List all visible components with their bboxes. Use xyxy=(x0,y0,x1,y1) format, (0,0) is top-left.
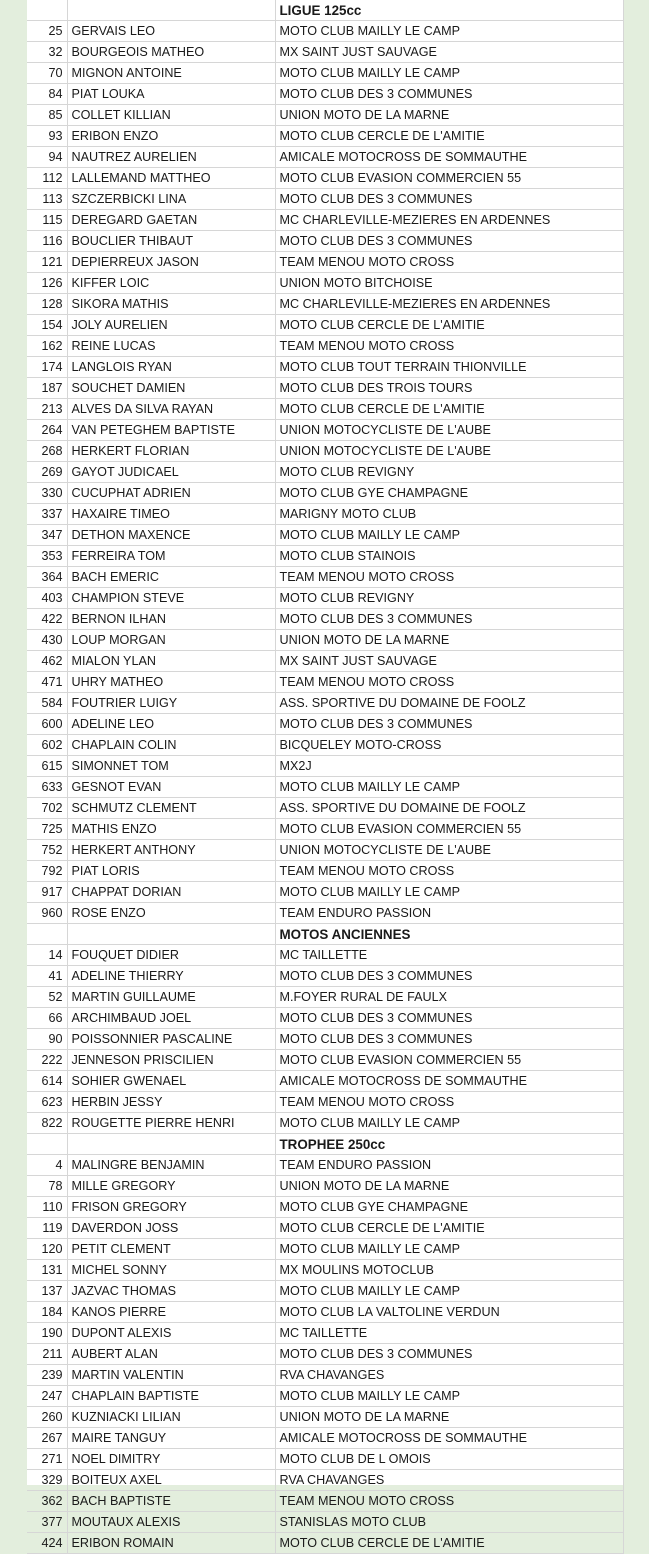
rider-row xyxy=(27,399,623,420)
rider-row xyxy=(27,84,623,105)
rider-name: BACH BAPTISTE xyxy=(67,1491,275,1512)
rider-name: SIMONNET TOM xyxy=(67,756,275,777)
rider-row xyxy=(27,651,623,672)
rider-row xyxy=(27,105,623,126)
rider-row xyxy=(27,42,623,63)
rider-name: PETIT CLEMENT xyxy=(67,1239,275,1260)
rider-club: UNION MOTO DE LA MARNE xyxy=(275,1407,623,1428)
rider-row xyxy=(27,1218,623,1239)
rider-club: MOTO CLUB EVASION COMMERCIEN 55 xyxy=(275,168,623,189)
rider-row xyxy=(27,1386,623,1407)
rider-name: LALLEMAND MATTHEO xyxy=(67,168,275,189)
rider-row xyxy=(27,441,623,462)
rider-name: AUBERT ALAN xyxy=(67,1344,275,1365)
rider-number: 271 xyxy=(27,1449,67,1470)
rider-number: 623 xyxy=(27,1092,67,1113)
rider-club: MOTO CLUB DES 3 COMMUNES xyxy=(275,1008,623,1029)
rider-row xyxy=(27,168,623,189)
rider-number: 353 xyxy=(27,546,67,567)
rider-name: ROSE ENZO xyxy=(67,903,275,924)
rider-number: 239 xyxy=(27,1365,67,1386)
rider-row xyxy=(27,1470,623,1491)
rider-row xyxy=(27,126,623,147)
rider-row xyxy=(27,861,623,882)
rider-number: 462 xyxy=(27,651,67,672)
rider-row xyxy=(27,357,623,378)
rider-name: GAYOT JUDICAEL xyxy=(67,462,275,483)
rider-name: ARCHIMBAUD JOEL xyxy=(67,1008,275,1029)
rider-club: TEAM ENDURO PASSION xyxy=(275,903,623,924)
rider-number: 614 xyxy=(27,1071,67,1092)
rider-name: MIALON YLAN xyxy=(67,651,275,672)
rider-row xyxy=(27,882,623,903)
rider-name: COLLET KILLIAN xyxy=(67,105,275,126)
rider-row xyxy=(27,1176,623,1197)
rider-row xyxy=(27,1344,623,1365)
rider-row xyxy=(27,735,623,756)
rider-name: KIFFER LOIC xyxy=(67,273,275,294)
rider-club: TEAM MENOU MOTO CROSS xyxy=(275,336,623,357)
rider-number: 247 xyxy=(27,1386,67,1407)
rider-club: TEAM MENOU MOTO CROSS xyxy=(275,861,623,882)
rider-row xyxy=(27,609,623,630)
rider-number: 615 xyxy=(27,756,67,777)
rider-number: 137 xyxy=(27,1281,67,1302)
rider-name: BACH EMERIC xyxy=(67,567,275,588)
rider-number: 600 xyxy=(27,714,67,735)
rider-name: FOUTRIER LUIGY xyxy=(67,693,275,714)
rider-name: PIAT LORIS xyxy=(67,861,275,882)
rider-row xyxy=(27,1449,623,1470)
rider-row xyxy=(27,798,623,819)
rider-name: BERNON ILHAN xyxy=(67,609,275,630)
rider-name: NAUTREZ AURELIEN xyxy=(67,147,275,168)
category-number-cell xyxy=(27,1134,67,1155)
rider-name: CUCUPHAT ADRIEN xyxy=(67,483,275,504)
rider-row xyxy=(27,756,623,777)
rider-club: MOTO CLUB EVASION COMMERCIEN 55 xyxy=(275,1050,623,1071)
rider-club: RVA CHAVANGES xyxy=(275,1365,623,1386)
rider-row xyxy=(27,1239,623,1260)
category-number-cell xyxy=(27,0,67,21)
rider-number: 84 xyxy=(27,84,67,105)
rider-row xyxy=(27,504,623,525)
rider-club: MOTO CLUB STAINOIS xyxy=(275,546,623,567)
rider-name: POISSONNIER PASCALINE xyxy=(67,1029,275,1050)
rider-club: ASS. SPORTIVE DU DOMAINE DE FOOLZ xyxy=(275,798,623,819)
rider-row xyxy=(27,672,623,693)
rider-club: MOTO CLUB DES 3 COMMUNES xyxy=(275,189,623,210)
rider-name: HERKERT FLORIAN xyxy=(67,441,275,462)
rider-name: ADELINE LEO xyxy=(67,714,275,735)
category-header-row xyxy=(27,0,623,21)
rider-club: MOTO CLUB DES TROIS TOURS xyxy=(275,378,623,399)
rider-number: 377 xyxy=(27,1512,67,1533)
rider-name: NOEL DIMITRY xyxy=(67,1449,275,1470)
rider-row xyxy=(27,1050,623,1071)
rider-name: ADELINE THIERRY xyxy=(67,966,275,987)
category-title: LIGUE 125cc xyxy=(275,0,623,21)
rider-name: SIKORA MATHIS xyxy=(67,294,275,315)
rider-club: UNION MOTO DE LA MARNE xyxy=(275,630,623,651)
entry-list-table xyxy=(27,0,624,1554)
rider-row xyxy=(27,903,623,924)
rider-club: MOTO CLUB MAILLY LE CAMP xyxy=(275,1113,623,1134)
rider-club: TEAM ENDURO PASSION xyxy=(275,1155,623,1176)
rider-number: 330 xyxy=(27,483,67,504)
rider-number: 725 xyxy=(27,819,67,840)
rider-number: 264 xyxy=(27,420,67,441)
rider-club: MOTO CLUB REVIGNY xyxy=(275,588,623,609)
rider-club: UNION MOTO DE LA MARNE xyxy=(275,1176,623,1197)
rider-number: 119 xyxy=(27,1218,67,1239)
rider-club: MOTO CLUB DES 3 COMMUNES xyxy=(275,1344,623,1365)
rider-name: ALVES DA SILVA RAYAN xyxy=(67,399,275,420)
rider-club: TEAM MENOU MOTO CROSS xyxy=(275,1092,623,1113)
rider-club: MOTO CLUB MAILLY LE CAMP xyxy=(275,21,623,42)
category-number-cell xyxy=(27,924,67,945)
rider-name: FRISON GREGORY xyxy=(67,1197,275,1218)
category-name-cell xyxy=(67,1134,275,1155)
rider-club: MOTO CLUB CERCLE DE L'AMITIE xyxy=(275,126,623,147)
rider-club: UNION MOTOCYCLISTE DE L'AUBE xyxy=(275,840,623,861)
rider-name: FERREIRA TOM xyxy=(67,546,275,567)
rider-number: 329 xyxy=(27,1470,67,1491)
rider-name: BOITEUX AXEL xyxy=(67,1470,275,1491)
rider-number: 260 xyxy=(27,1407,67,1428)
rider-name: UHRY MATHEO xyxy=(67,672,275,693)
rider-number: 702 xyxy=(27,798,67,819)
category-header-row xyxy=(27,1134,623,1155)
rider-row xyxy=(27,462,623,483)
rider-club: ASS. SPORTIVE DU DOMAINE DE FOOLZ xyxy=(275,693,623,714)
rider-number: 269 xyxy=(27,462,67,483)
rider-row xyxy=(27,378,623,399)
rider-number: 187 xyxy=(27,378,67,399)
rider-number: 267 xyxy=(27,1428,67,1449)
rider-number: 90 xyxy=(27,1029,67,1050)
rider-name: MARTIN GUILLAUME xyxy=(67,987,275,1008)
rider-name: HERBIN JESSY xyxy=(67,1092,275,1113)
rider-club: MX SAINT JUST SAUVAGE xyxy=(275,42,623,63)
rider-number: 25 xyxy=(27,21,67,42)
rider-row xyxy=(27,1281,623,1302)
rider-name: MILLE GREGORY xyxy=(67,1176,275,1197)
rider-club: TEAM MENOU MOTO CROSS xyxy=(275,567,623,588)
rider-club: TEAM MENOU MOTO CROSS xyxy=(275,252,623,273)
rider-number: 110 xyxy=(27,1197,67,1218)
rider-name: DEPIERREUX JASON xyxy=(67,252,275,273)
rider-row xyxy=(27,546,623,567)
rider-number: 174 xyxy=(27,357,67,378)
rider-row xyxy=(27,1071,623,1092)
rider-name: JAZVAC THOMAS xyxy=(67,1281,275,1302)
rider-name: MOUTAUX ALEXIS xyxy=(67,1512,275,1533)
rider-row xyxy=(27,777,623,798)
rider-number: 14 xyxy=(27,945,67,966)
rider-club: MOTO CLUB LA VALTOLINE VERDUN xyxy=(275,1302,623,1323)
rider-club: MOTO CLUB MAILLY LE CAMP xyxy=(275,525,623,546)
rider-row xyxy=(27,714,623,735)
rider-club: MOTO CLUB DES 3 COMMUNES xyxy=(275,231,623,252)
rider-name: HAXAIRE TIMEO xyxy=(67,504,275,525)
rider-number: 424 xyxy=(27,1533,67,1554)
rider-number: 822 xyxy=(27,1113,67,1134)
rider-name: REINE LUCAS xyxy=(67,336,275,357)
rider-club: MOTO CLUB CERCLE DE L'AMITIE xyxy=(275,1533,623,1554)
rider-row xyxy=(27,525,623,546)
rider-number: 41 xyxy=(27,966,67,987)
rider-club: MOTO CLUB MAILLY LE CAMP xyxy=(275,777,623,798)
rider-club: MX SAINT JUST SAUVAGE xyxy=(275,651,623,672)
rider-number: 115 xyxy=(27,210,67,231)
rider-number: 85 xyxy=(27,105,67,126)
rider-number: 792 xyxy=(27,861,67,882)
rider-number: 960 xyxy=(27,903,67,924)
rider-name: KANOS PIERRE xyxy=(67,1302,275,1323)
rider-number: 222 xyxy=(27,1050,67,1071)
rider-name: DAVERDON JOSS xyxy=(67,1218,275,1239)
rider-club: MOTO CLUB CERCLE DE L'AMITIE xyxy=(275,399,623,420)
rider-name: LANGLOIS RYAN xyxy=(67,357,275,378)
rider-number: 52 xyxy=(27,987,67,1008)
rider-club: MX2J xyxy=(275,756,623,777)
rider-row xyxy=(27,1365,623,1386)
rider-name: SCHMUTZ CLEMENT xyxy=(67,798,275,819)
rider-name: KUZNIACKI LILIAN xyxy=(67,1407,275,1428)
rider-number: 121 xyxy=(27,252,67,273)
category-header-row xyxy=(27,924,623,945)
rider-row xyxy=(27,1197,623,1218)
rider-row xyxy=(27,987,623,1008)
rider-row xyxy=(27,567,623,588)
rider-club: MOTO CLUB EVASION COMMERCIEN 55 xyxy=(275,819,623,840)
rider-name: PIAT LOUKA xyxy=(67,84,275,105)
rider-club: AMICALE MOTOCROSS DE SOMMAUTHE xyxy=(275,147,623,168)
rider-club: MARIGNY MOTO CLUB xyxy=(275,504,623,525)
rider-name: GERVAIS LEO xyxy=(67,21,275,42)
rider-name: GESNOT EVAN xyxy=(67,777,275,798)
rider-name: VAN PETEGHEM BAPTISTE xyxy=(67,420,275,441)
rider-club: MOTO CLUB DES 3 COMMUNES xyxy=(275,714,623,735)
rider-club: UNION MOTOCYCLISTE DE L'AUBE xyxy=(275,441,623,462)
rider-number: 154 xyxy=(27,315,67,336)
rider-club: MOTO CLUB MAILLY LE CAMP xyxy=(275,1239,623,1260)
rider-name: DEREGARD GAETAN xyxy=(67,210,275,231)
rider-number: 362 xyxy=(27,1491,67,1512)
rider-number: 162 xyxy=(27,336,67,357)
rider-number: 66 xyxy=(27,1008,67,1029)
rider-row xyxy=(27,21,623,42)
rider-name: MICHEL SONNY xyxy=(67,1260,275,1281)
rider-row xyxy=(27,1155,623,1176)
rider-number: 126 xyxy=(27,273,67,294)
rider-number: 213 xyxy=(27,399,67,420)
rider-row xyxy=(27,273,623,294)
rider-name: CHAPLAIN BAPTISTE xyxy=(67,1386,275,1407)
rider-row xyxy=(27,1323,623,1344)
rider-row xyxy=(27,1092,623,1113)
rider-club: UNION MOTOCYCLISTE DE L'AUBE xyxy=(275,420,623,441)
rider-name: CHAMPION STEVE xyxy=(67,588,275,609)
rider-club: TEAM MENOU MOTO CROSS xyxy=(275,1491,623,1512)
rider-number: 347 xyxy=(27,525,67,546)
rider-row xyxy=(27,189,623,210)
rider-club: MC TAILLETTE xyxy=(275,1323,623,1344)
rider-row xyxy=(27,231,623,252)
rider-name: CHAPPAT DORIAN xyxy=(67,882,275,903)
rider-name: CHAPLAIN COLIN xyxy=(67,735,275,756)
rider-number: 211 xyxy=(27,1344,67,1365)
rider-club: UNION MOTO BITCHOISE xyxy=(275,273,623,294)
rider-club: MOTO CLUB DES 3 COMMUNES xyxy=(275,609,623,630)
rider-club: TEAM MENOU MOTO CROSS xyxy=(275,672,623,693)
rider-row xyxy=(27,945,623,966)
rider-club: MOTO CLUB REVIGNY xyxy=(275,462,623,483)
rider-name: SOHIER GWENAEL xyxy=(67,1071,275,1092)
rider-row xyxy=(27,252,623,273)
rider-name: BOUCLIER THIBAUT xyxy=(67,231,275,252)
rider-number: 131 xyxy=(27,1260,67,1281)
rider-club: AMICALE MOTOCROSS DE SOMMAUTHE xyxy=(275,1071,623,1092)
rider-number: 190 xyxy=(27,1323,67,1344)
rider-club: MOTO CLUB GYE CHAMPAGNE xyxy=(275,483,623,504)
rider-number: 364 xyxy=(27,567,67,588)
rider-name: JOLY AURELIEN xyxy=(67,315,275,336)
entry-list-sheet xyxy=(27,0,623,1550)
rider-row xyxy=(27,1533,623,1554)
rider-row xyxy=(27,420,623,441)
rider-number: 633 xyxy=(27,777,67,798)
rider-row xyxy=(27,1428,623,1449)
rider-number: 32 xyxy=(27,42,67,63)
rider-row xyxy=(27,819,623,840)
rider-number: 184 xyxy=(27,1302,67,1323)
rider-number: 78 xyxy=(27,1176,67,1197)
rider-club: MOTO CLUB DES 3 COMMUNES xyxy=(275,966,623,987)
rider-club: MOTO CLUB TOUT TERRAIN THIONVILLE xyxy=(275,357,623,378)
rider-number: 422 xyxy=(27,609,67,630)
rider-row xyxy=(27,315,623,336)
rider-club: MX MOULINS MOTOCLUB xyxy=(275,1260,623,1281)
rider-row xyxy=(27,1008,623,1029)
rider-club: MOTO CLUB CERCLE DE L'AMITIE xyxy=(275,315,623,336)
rider-number: 430 xyxy=(27,630,67,651)
rider-number: 94 xyxy=(27,147,67,168)
rider-club: STANISLAS MOTO CLUB xyxy=(275,1512,623,1533)
rider-number: 403 xyxy=(27,588,67,609)
rider-club: MOTO CLUB MAILLY LE CAMP xyxy=(275,1281,623,1302)
rider-row xyxy=(27,1407,623,1428)
rider-name: JENNESON PRISCILIEN xyxy=(67,1050,275,1071)
rider-number: 584 xyxy=(27,693,67,714)
rider-number: 602 xyxy=(27,735,67,756)
rider-club: AMICALE MOTOCROSS DE SOMMAUTHE xyxy=(275,1428,623,1449)
rider-row xyxy=(27,588,623,609)
rider-club: MC CHARLEVILLE-MEZIERES EN ARDENNES xyxy=(275,294,623,315)
rider-name: ERIBON ROMAIN xyxy=(67,1533,275,1554)
rider-name: MALINGRE BENJAMIN xyxy=(67,1155,275,1176)
rider-name: LOUP MORGAN xyxy=(67,630,275,651)
rider-club: UNION MOTO DE LA MARNE xyxy=(275,105,623,126)
rider-row xyxy=(27,294,623,315)
rider-club: MOTO CLUB CERCLE DE L'AMITIE xyxy=(275,1218,623,1239)
rider-club: MC TAILLETTE xyxy=(275,945,623,966)
rider-name: SOUCHET DAMIEN xyxy=(67,378,275,399)
rider-row xyxy=(27,1302,623,1323)
rider-number: 93 xyxy=(27,126,67,147)
rider-row xyxy=(27,1260,623,1281)
rider-row xyxy=(27,1113,623,1134)
rider-name: MIGNON ANTOINE xyxy=(67,63,275,84)
rider-club: MOTO CLUB MAILLY LE CAMP xyxy=(275,63,623,84)
rider-club: M.FOYER RURAL DE FAULX xyxy=(275,987,623,1008)
rider-number: 116 xyxy=(27,231,67,252)
rider-row xyxy=(27,336,623,357)
rider-club: RVA CHAVANGES xyxy=(275,1470,623,1491)
rider-row xyxy=(27,693,623,714)
rider-name: FOUQUET DIDIER xyxy=(67,945,275,966)
rider-number: 120 xyxy=(27,1239,67,1260)
category-name-cell xyxy=(67,0,275,21)
category-name-cell xyxy=(67,924,275,945)
rider-row xyxy=(27,147,623,168)
rider-name: DUPONT ALEXIS xyxy=(67,1323,275,1344)
rider-club: MOTO CLUB MAILLY LE CAMP xyxy=(275,882,623,903)
rider-number: 337 xyxy=(27,504,67,525)
rider-row xyxy=(27,840,623,861)
rider-name: ERIBON ENZO xyxy=(67,126,275,147)
rider-club: MOTO CLUB MAILLY LE CAMP xyxy=(275,1386,623,1407)
rider-row xyxy=(27,63,623,84)
rider-number: 471 xyxy=(27,672,67,693)
rider-club: MOTO CLUB DE L OMOIS xyxy=(275,1449,623,1470)
rider-name: BOURGEOIS MATHEO xyxy=(67,42,275,63)
rider-club: MOTO CLUB GYE CHAMPAGNE xyxy=(275,1197,623,1218)
rider-name: HERKERT ANTHONY xyxy=(67,840,275,861)
rider-club: BICQUELEY MOTO-CROSS xyxy=(275,735,623,756)
rider-row xyxy=(27,966,623,987)
rider-name: MAIRE TANGUY xyxy=(67,1428,275,1449)
rider-name: SZCZERBICKI LINA xyxy=(67,189,275,210)
category-title: TROPHEE 250cc xyxy=(275,1134,623,1155)
rider-number: 113 xyxy=(27,189,67,210)
rider-name: DETHON MAXENCE xyxy=(67,525,275,546)
rider-row xyxy=(27,630,623,651)
rider-number: 70 xyxy=(27,63,67,84)
rider-number: 4 xyxy=(27,1155,67,1176)
rider-row xyxy=(27,1029,623,1050)
rider-row xyxy=(27,1512,623,1533)
entry-list-body xyxy=(27,0,623,1554)
rider-name: MARTIN VALENTIN xyxy=(67,1365,275,1386)
rider-club: MOTO CLUB DES 3 COMMUNES xyxy=(275,1029,623,1050)
category-title: MOTOS ANCIENNES xyxy=(275,924,623,945)
rider-name: ROUGETTE PIERRE HENRI xyxy=(67,1113,275,1134)
rider-number: 112 xyxy=(27,168,67,189)
rider-number: 128 xyxy=(27,294,67,315)
rider-number: 752 xyxy=(27,840,67,861)
rider-number: 268 xyxy=(27,441,67,462)
rider-name: MATHIS ENZO xyxy=(67,819,275,840)
rider-club: MOTO CLUB DES 3 COMMUNES xyxy=(275,84,623,105)
rider-row xyxy=(27,1491,623,1512)
rider-row xyxy=(27,210,623,231)
rider-number: 917 xyxy=(27,882,67,903)
rider-club: MC CHARLEVILLE-MEZIERES EN ARDENNES xyxy=(275,210,623,231)
rider-row xyxy=(27,483,623,504)
